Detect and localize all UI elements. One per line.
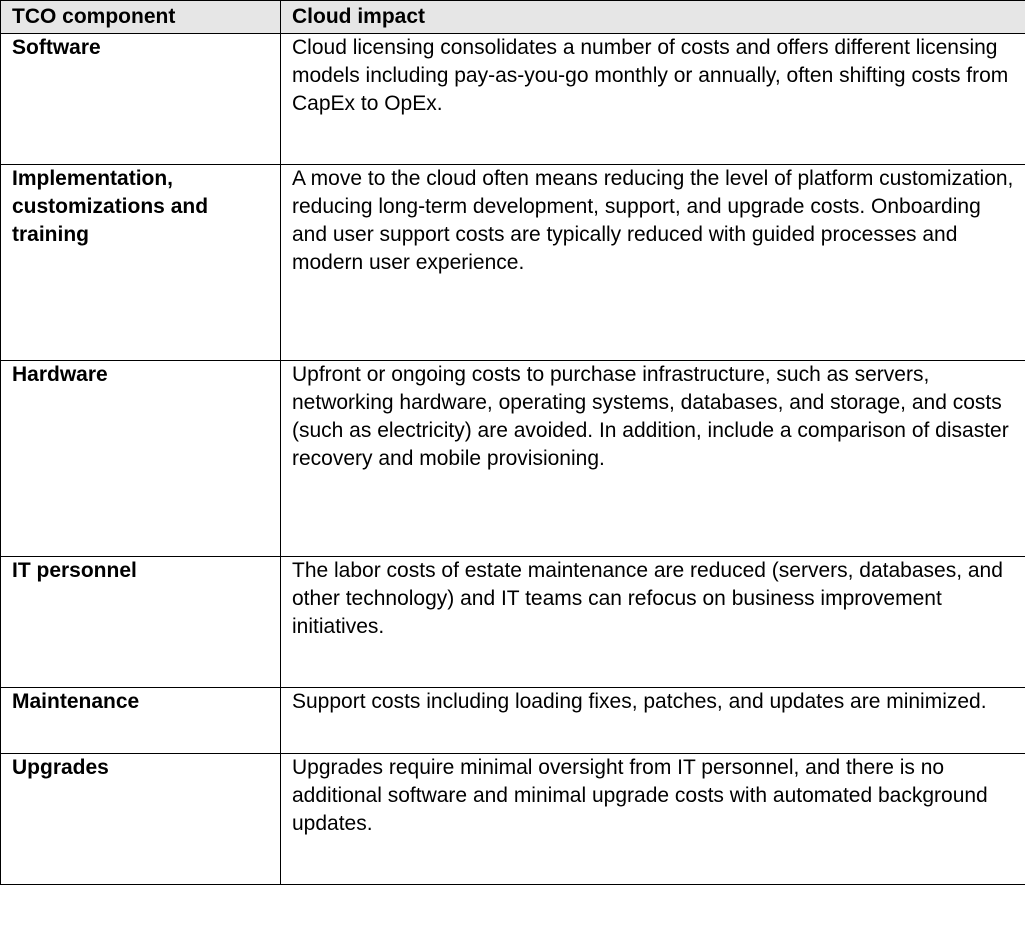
table-row: [1, 754, 1025, 885]
table-row: [1, 688, 1025, 754]
impact-cell: A move to the cloud often means reducing the level of platform customization, reducing long-term development, support, and upgrade costs. Onboarding and user support costs are typically reduced with guided processes and modern user experience.: [281, 165, 1025, 361]
header-tco-component: TCO component: [1, 1, 281, 34]
table-row: [1, 361, 1025, 557]
table-row: [1, 557, 1025, 688]
component-cell: Implementation, customizations and training: [1, 165, 281, 361]
impact-cell: The labor costs of estate maintenance are reduced (servers, databases, and other technology) and IT teams can refocus on business improvement initiatives.: [281, 557, 1025, 688]
header-row: [1, 1, 1025, 34]
table-row: [1, 34, 1025, 165]
impact-cell: Cloud licensing consolidates a number of costs and offers different licensing models including pay-as-you-go monthly or annually, often shifting costs from CapEx to OpEx.: [281, 34, 1025, 165]
component-cell: Upgrades: [1, 754, 281, 885]
impact-cell: Upgrades require minimal oversight from IT personnel, and there is no additional software and minimal upgrade costs with automated background updates.: [281, 754, 1025, 885]
impact-cell: Upfront or ongoing costs to purchase infrastructure, such as servers, networking hardware, operating systems, databases, and storage, and costs (such as electricity) are avoided. In addition, include a comparison of disaster recovery and mobile provisioning.: [281, 361, 1025, 557]
table-body: [1, 34, 1025, 885]
component-cell: IT personnel: [1, 557, 281, 688]
header-cloud-impact: Cloud impact: [281, 1, 1025, 34]
component-cell: Maintenance: [1, 688, 281, 754]
table-header: [1, 1, 1025, 34]
component-cell: Software: [1, 34, 281, 165]
component-cell: Hardware: [1, 361, 281, 557]
impact-cell: Support costs including loading fixes, patches, and updates are minimized.: [281, 688, 1025, 754]
table-row: [1, 165, 1025, 361]
